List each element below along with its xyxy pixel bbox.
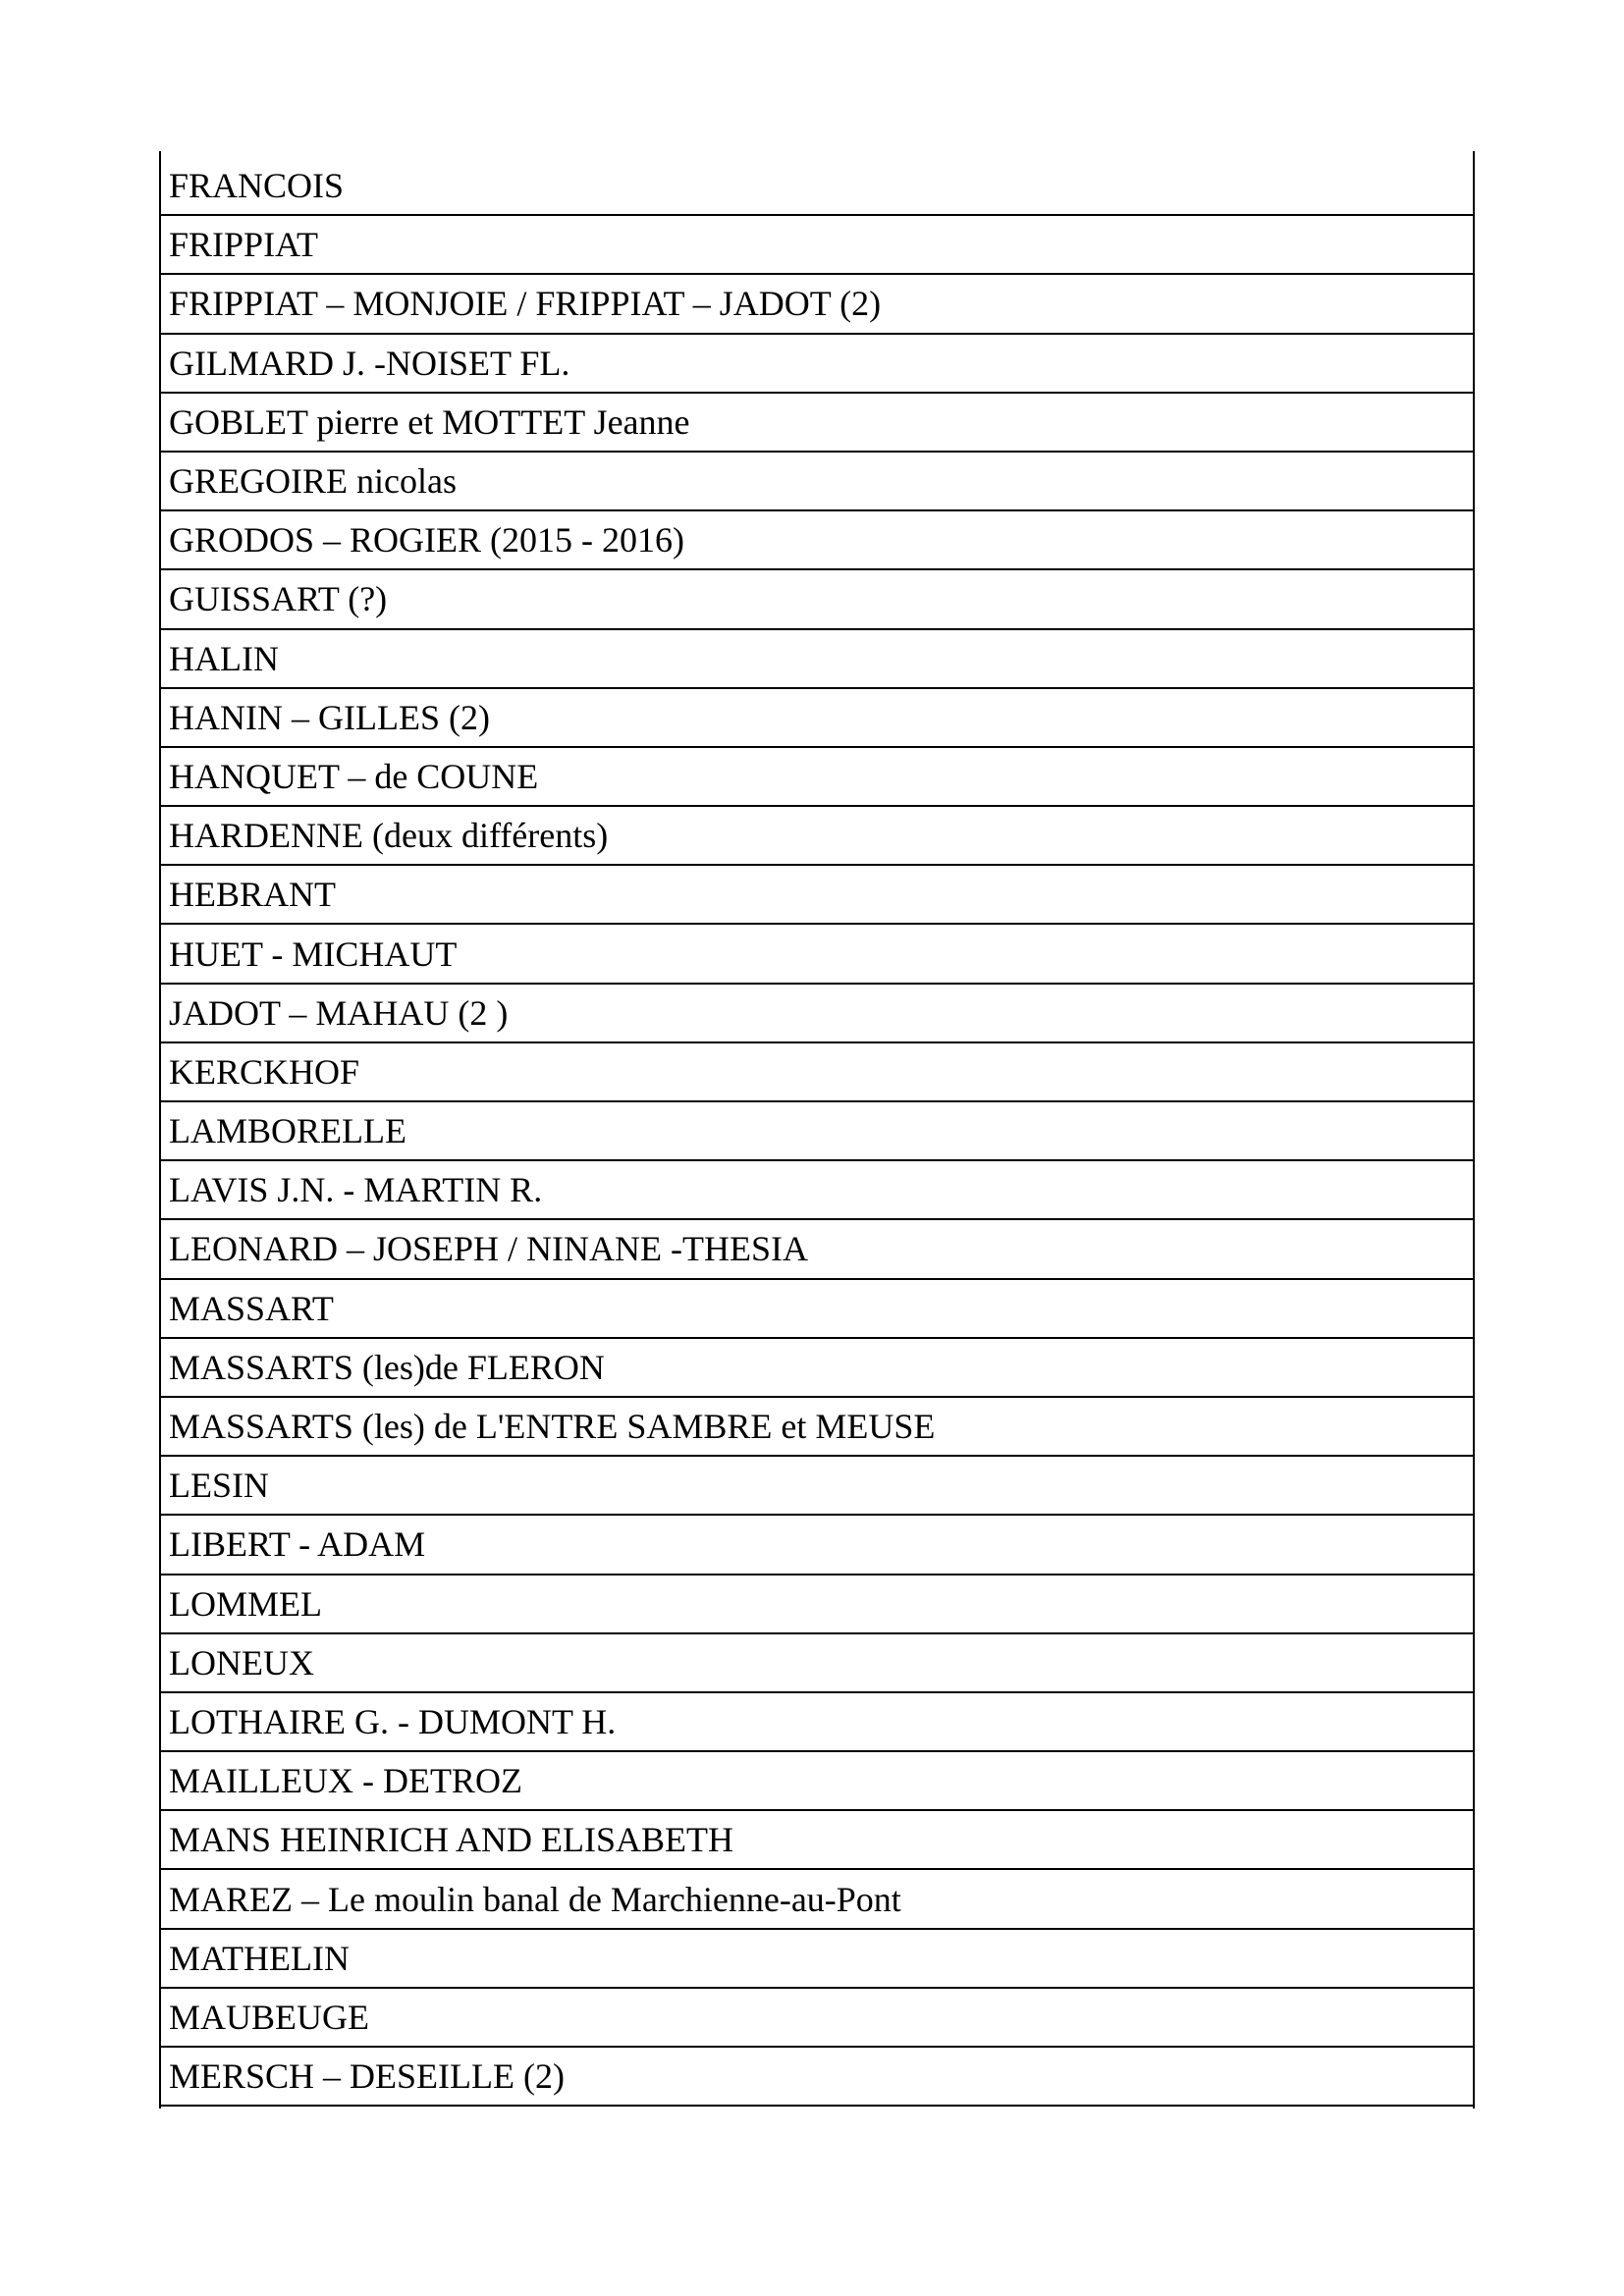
row-text: HUET - MICHAUT (169, 934, 458, 974)
row-text: GUISSART (?) (169, 579, 388, 619)
row-text: LESIN (169, 1466, 269, 1506)
row-text: HARDENNE (deux différents) (169, 816, 609, 856)
row-text: HEBRANT (169, 875, 336, 915)
table-row (159, 1989, 1475, 2048)
table-row (159, 1575, 1475, 1634)
row-text: GRODOS – ROGIER (2015 - 2016) (169, 520, 684, 561)
row-text: MASSARTS (les) de L'ENTRE SAMBRE et MEUSE (169, 1407, 936, 1447)
row-text: MERSCH – DESEILLE (2) (169, 2056, 565, 2097)
table-row (159, 866, 1475, 925)
row-text: MASSART (169, 1288, 334, 1328)
table-row (159, 1398, 1475, 1457)
table-row (159, 1930, 1475, 1989)
row-text: LONEUX (169, 1642, 314, 1682)
table-row (159, 1634, 1475, 1693)
row-text: GILMARD J. -NOISET FL. (169, 343, 570, 383)
row-text: KERCKHOF (169, 1051, 360, 1092)
row-text: MANS HEINRICH AND ELISABETH (169, 1820, 733, 1860)
row-text: LOTHAIRE G. - DUMONT H. (169, 1701, 617, 1741)
row-text: HALIN (169, 638, 279, 678)
row-text: LIBERT - ADAM (169, 1524, 426, 1565)
row-text: HANQUET – de COUNE (169, 756, 539, 796)
row-text: MAUBEUGE (169, 1997, 369, 2037)
row-text: FRIPPIAT (169, 225, 319, 265)
table-row (159, 1693, 1475, 1752)
table-row (159, 925, 1475, 984)
name-table (159, 157, 1475, 2107)
table-row (159, 1339, 1475, 1398)
row-text: LEONARD – JOSEPH / NINANE -THESIA (169, 1229, 808, 1269)
table-row (159, 748, 1475, 807)
table-row (159, 1102, 1475, 1161)
table-row (159, 1811, 1475, 1870)
table-row (159, 1870, 1475, 1929)
row-text: HANIN – GILLES (2) (169, 697, 490, 737)
row-text: LOMMEL (169, 1583, 322, 1624)
table-row (159, 275, 1475, 334)
table-row (159, 1752, 1475, 1811)
table-row (159, 570, 1475, 629)
row-text: MAILLEUX - DETROZ (169, 1761, 522, 1801)
table-row (159, 985, 1475, 1043)
table-row (159, 1516, 1475, 1575)
table-row (159, 807, 1475, 866)
row-text: FRIPPIAT – MONJOIE / FRIPPIAT – JADOT (2) (169, 284, 882, 324)
row-text: LAMBORELLE (169, 1111, 406, 1151)
row-text: JADOT – MAHAU (2 ) (169, 992, 509, 1033)
row-text: LAVIS J.N. - MARTIN R. (169, 1170, 543, 1210)
row-text: GOBLET pierre et MOTTET Jeanne (169, 401, 690, 442)
row-text: MATHELIN (169, 1938, 350, 1978)
table-row (159, 1043, 1475, 1102)
table-row (159, 1161, 1475, 1220)
table-row (159, 335, 1475, 394)
row-text: MAREZ – Le moulin banal de Marchienne-au-Pont (169, 1879, 901, 1919)
table-row (159, 511, 1475, 570)
table-row (159, 157, 1475, 216)
table-row (159, 689, 1475, 748)
table-row (159, 1280, 1475, 1339)
table-row (159, 2048, 1475, 2107)
row-text: MASSARTS (les)de FLERON (169, 1347, 605, 1387)
row-text: FRANCOIS (169, 166, 345, 206)
table-row (159, 630, 1475, 689)
table-row (159, 1457, 1475, 1516)
table-row (159, 216, 1475, 275)
table-row (159, 394, 1475, 453)
table-row (159, 1220, 1475, 1279)
table-row (159, 453, 1475, 511)
row-text: GREGOIRE nicolas (169, 461, 457, 502)
